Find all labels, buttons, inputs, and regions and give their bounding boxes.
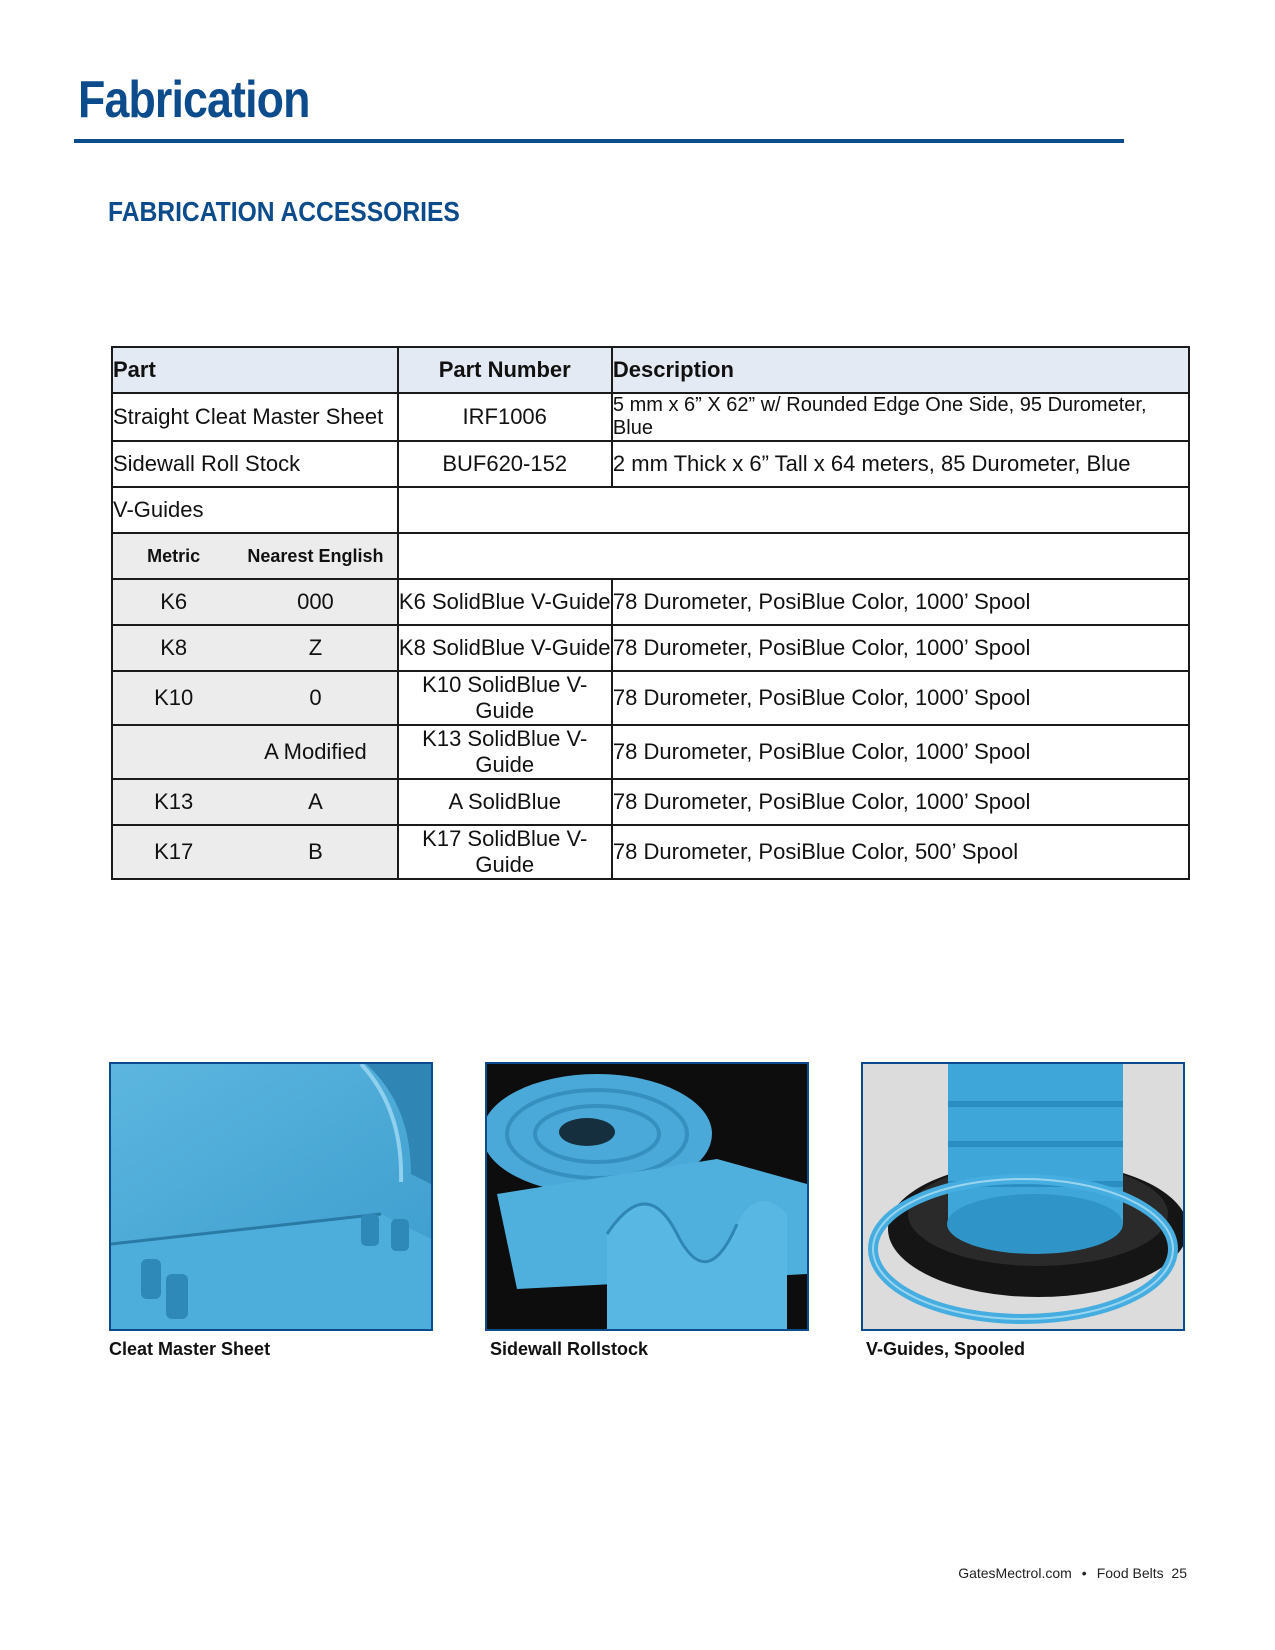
part-cell: Straight Cleat Master Sheet [112,393,398,441]
table-row [112,393,1189,441]
header-description: Description [612,347,1189,393]
english-cell: Z [308,635,323,660]
photo-caption: V-Guides, Spooled [866,1339,1026,1359]
vguides-subheader-row [112,533,1189,579]
description-cell: 78 Durometer, PosiBlue Color, 1000’ Spool [612,725,1189,779]
header-part-number: Part Number [398,347,612,393]
part-number-cell: A SolidBlue [398,779,612,825]
part-number-cell: K6 SolidBlue V-Guide [398,579,612,625]
part-cell: Sidewall Roll Stock [112,441,398,487]
table-row [112,825,1189,879]
table-row [112,725,1189,779]
part-number-cell: K8 SolidBlue V-Guide [398,625,612,671]
metric-cell: K8 [160,635,188,660]
table-header-row [112,347,1189,393]
part-number-cell: K17 SolidBlue V-Guide [398,825,612,879]
footer-separator: • [1081,1565,1087,1581]
description-cell: 78 Durometer, PosiBlue Color, 1000’ Spool [612,625,1189,671]
empty-cell [398,487,1189,533]
table-row [112,625,1189,671]
vguides-group-row [112,487,1189,533]
part-number-cell: K13 SolidBlue V-Guide [398,725,612,779]
english-cell: A [308,789,323,814]
part-number-cell: IRF1006 [398,393,612,441]
metric-cell: K17 [154,839,194,864]
header-part: Part [112,347,398,393]
description-cell: 78 Durometer, PosiBlue Color, 500’ Spool [612,825,1189,879]
title-divider [74,139,1124,143]
photo-caption: Sidewall Rollstock [490,1339,649,1359]
metric-header: Metric [147,545,201,566]
description-cell: 78 Durometer, PosiBlue Color, 1000’ Spool [612,671,1189,725]
english-cell: B [308,839,323,864]
section-heading: FABRICATION ACCESSORIES [108,196,460,227]
vguides-label: V-Guides [112,487,398,533]
table-row [112,579,1189,625]
cleat-master-sheet-photo [109,1062,433,1331]
metric-cell: K6 [160,589,188,614]
page-footer [958,1565,1187,1581]
part-number-cell: BUF620-152 [398,441,612,487]
table-row [112,441,1189,487]
page-title: Fabrication [78,71,310,129]
accessories-table [111,346,1190,880]
table-row [112,779,1189,825]
part-number-cell: K10 SolidBlue V-Guide [398,671,612,725]
table-row [112,671,1189,725]
description-cell: 2 mm Thick x 6” Tall x 64 meters, 85 Durometer, Blue [612,441,1189,487]
footer-site-link[interactable]: GatesMectrol.com [958,1565,1072,1581]
sidewall-rollstock-photo [485,1062,809,1331]
nearest-english-header: Nearest English [247,545,384,566]
metric-cell: K13 [154,789,194,814]
english-cell: 000 [297,589,334,614]
photo-caption: Cleat Master Sheet [109,1339,271,1359]
description-cell: 78 Durometer, PosiBlue Color, 1000’ Spool [612,779,1189,825]
description-cell: 5 mm x 6” X 62” w/ Rounded Edge One Side, 95 Durometer, Blue [612,393,1189,441]
footer-section: Food Belts [1096,1565,1164,1581]
description-cell: 78 Durometer, PosiBlue Color, 1000’ Spool [612,579,1189,625]
vguides-spooled-photo [861,1062,1185,1331]
metric-cell: K10 [154,685,194,710]
english-cell: A Modified [264,739,367,764]
english-cell: 0 [309,685,322,710]
page-number: 25 [1171,1565,1187,1581]
empty-cell [398,533,1189,579]
